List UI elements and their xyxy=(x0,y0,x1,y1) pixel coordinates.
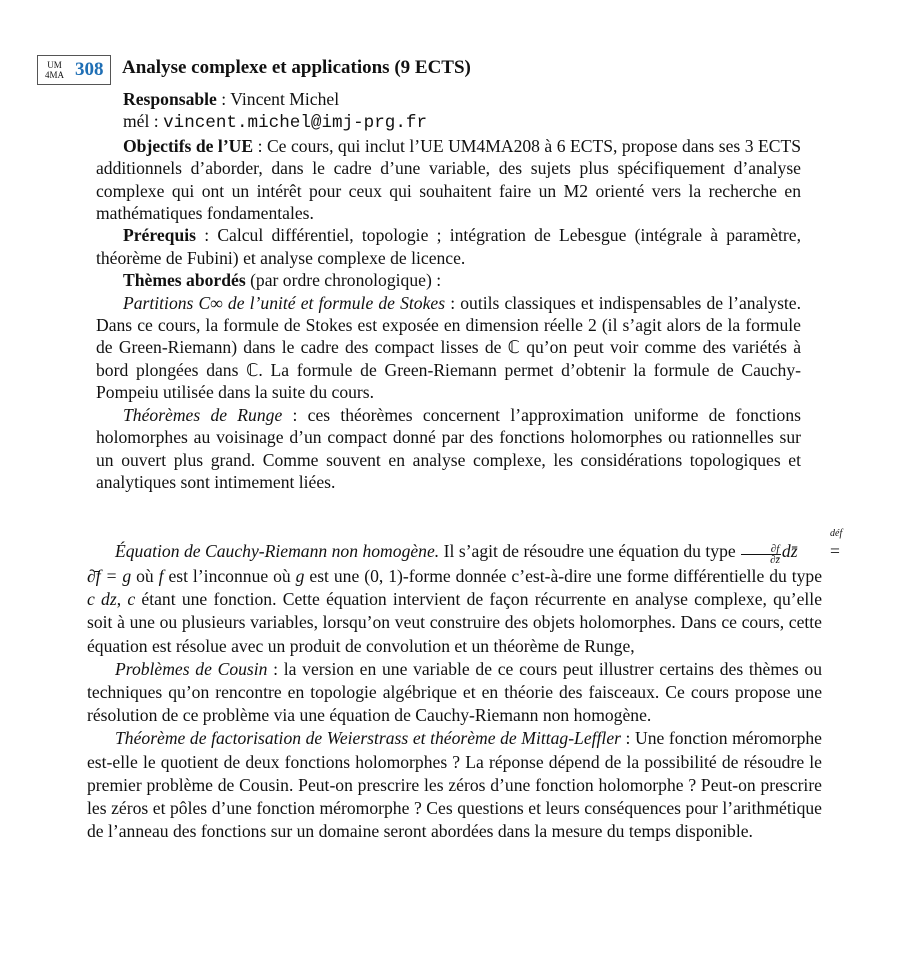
course-code-number: 308 xyxy=(75,59,104,80)
topic-text: est l’inconnue où xyxy=(163,566,296,586)
differential-dzbar: dz̄ xyxy=(781,541,798,561)
topic-paragraph xyxy=(87,658,822,728)
partial-derivative-fraction xyxy=(741,544,781,565)
themes-heading xyxy=(96,269,801,291)
prerequis-label: Prérequis xyxy=(123,225,196,246)
definition-equals xyxy=(802,528,843,563)
fraction-denominator: ∂z̄ xyxy=(770,554,780,566)
math-var: c xyxy=(127,589,136,610)
themes-label: Thèmes abordés xyxy=(123,270,246,291)
topic-text: : outils classiques et indispensables de l’analyste. Dans ce cours, la formule de Stokes est exposée en dimension réelle 2 (il s’agit alors de la formule de Green-Riemann) dans le cadre des compact lisses de ℂ qu’on peut voir comme des variétés à bord plongées dans ℂ. La formule de Green-Riemann permet d’obtenir la formule de Cauchy-Pompeiu utilisée dans la suite du cours. xyxy=(96,292,802,403)
prerequis-text: : Calcul différentiel, topologie ; intégration de Lebesgue (intégrale à paramètre, théorème de Fubini) et analyse complexe de licence. xyxy=(96,225,801,268)
topic-title: Théorème de factorisation de Weierstrass et théorème de Mittag-Leffler xyxy=(115,728,621,749)
objectifs-label: Objectifs de l’UE xyxy=(123,135,254,156)
topic-text: : la version en une variable de ce cours peut illustrer certains des thèmes ou techniques qu’on rencontre en topologie algébrique et en théorie des faisceaux. Ce cours propose une résolution de ce problème via une équation de Cauchy-Riemann non homogène. xyxy=(87,658,822,726)
continued-topics-block xyxy=(87,528,843,843)
themes-text: (par ordre chronologique) : xyxy=(245,270,442,291)
course-code-prefix-line1: UM xyxy=(47,60,62,70)
topic-paragraph xyxy=(96,404,801,494)
course-code-prefix-line2: 4MA xyxy=(45,70,65,80)
topic-text: étant une fonction. Cette équation intervient de façon récurrente en analyse complexe, qu’elle soit à une ou plusieurs variables, lorsqu’on veut construire des objets holomorphes. Dans ce cours, cette équation est résolue avec un produit de convolution et un théorème de Runge, xyxy=(87,589,822,656)
math-var: f xyxy=(158,566,164,586)
math-form: c dz xyxy=(87,589,117,610)
topic-title: Équation de Cauchy-Riemann non homogène. xyxy=(115,541,440,561)
topic-text: , xyxy=(116,589,128,610)
topic-text: est une (0, 1)-forme donnée c’est-à-dire une forme différentielle du type xyxy=(304,566,823,586)
course-info-block xyxy=(96,88,801,493)
topic-title: Théorèmes de Runge xyxy=(123,404,283,425)
fraction-numerator: ∂f xyxy=(741,544,781,555)
responsable-separator: : xyxy=(216,89,231,109)
responsable-name: Vincent Michel xyxy=(230,89,340,109)
email-link[interactable]: vincent.michel@imj-prg.fr xyxy=(163,113,428,134)
email-line xyxy=(96,110,801,134)
topic-paragraph xyxy=(96,292,801,404)
topic-title: Problèmes de Cousin xyxy=(115,658,268,679)
responsable-label: Responsable xyxy=(123,89,217,109)
topic-title: Partitions C∞ de l’unité et formule de Stokes xyxy=(123,292,446,313)
course-title: Analyse complexe et applications (9 ECTS) xyxy=(122,57,471,78)
definition-label: déf xyxy=(830,528,843,539)
email-label: mél : xyxy=(123,111,164,132)
topic-text: : ces théorèmes concernent l’approximation uniforme de fonctions holomorphes au voisinage d’un compact donné par des fonctions holomorphes ou rationnelles sur un ouvert plus grand. Comme souvent en analyse complexe, les considérations topologiques et analytiques sont intimement liées. xyxy=(96,404,801,492)
course-code-prefix xyxy=(45,60,64,80)
responsable-line xyxy=(96,88,801,110)
math-var: g xyxy=(295,566,305,586)
equals-sign: = xyxy=(830,541,840,561)
topic-paragraph xyxy=(87,727,822,843)
dbar-equation: ∂̄f = g xyxy=(87,566,132,586)
topic-text: Il s’agit de résoudre une équation du type xyxy=(439,541,741,561)
prerequis-paragraph xyxy=(96,224,801,269)
topic-text: où xyxy=(131,566,159,586)
topic-paragraph xyxy=(87,528,843,658)
course-code-badge xyxy=(37,55,111,85)
objectifs-text: : Ce cours, qui inclut l’UE UM4MA208 à 6 ECTS, propose dans ses 3 ECTS additionnels d’aborder, dans le cadre d’une variable, des sujets plus spécifiquement d’analyse complexe qui ont un intérêt pour ceux qui souhaitent faire un M2 orienté vers la recherche en mathématiques fondamentales. xyxy=(96,135,801,224)
objectifs-paragraph xyxy=(96,135,801,225)
topic-text: : Une fonction méromorphe est-elle le quotient de deux fonctions holomorphes ? La réponse dépend de la possibilité de résoudre le premier problème de Cousin. Peut-on prescrire les zéros d’une fonction holomorphe ? Peut-on prescrire les zéros et pôles d’une fonction méromorphe ? Ces questions et leurs conséquences pour l’arithmétique de l’anneau des fonctions sur un domaine seront abordées dans la mesure du temps disponible. xyxy=(87,728,822,842)
